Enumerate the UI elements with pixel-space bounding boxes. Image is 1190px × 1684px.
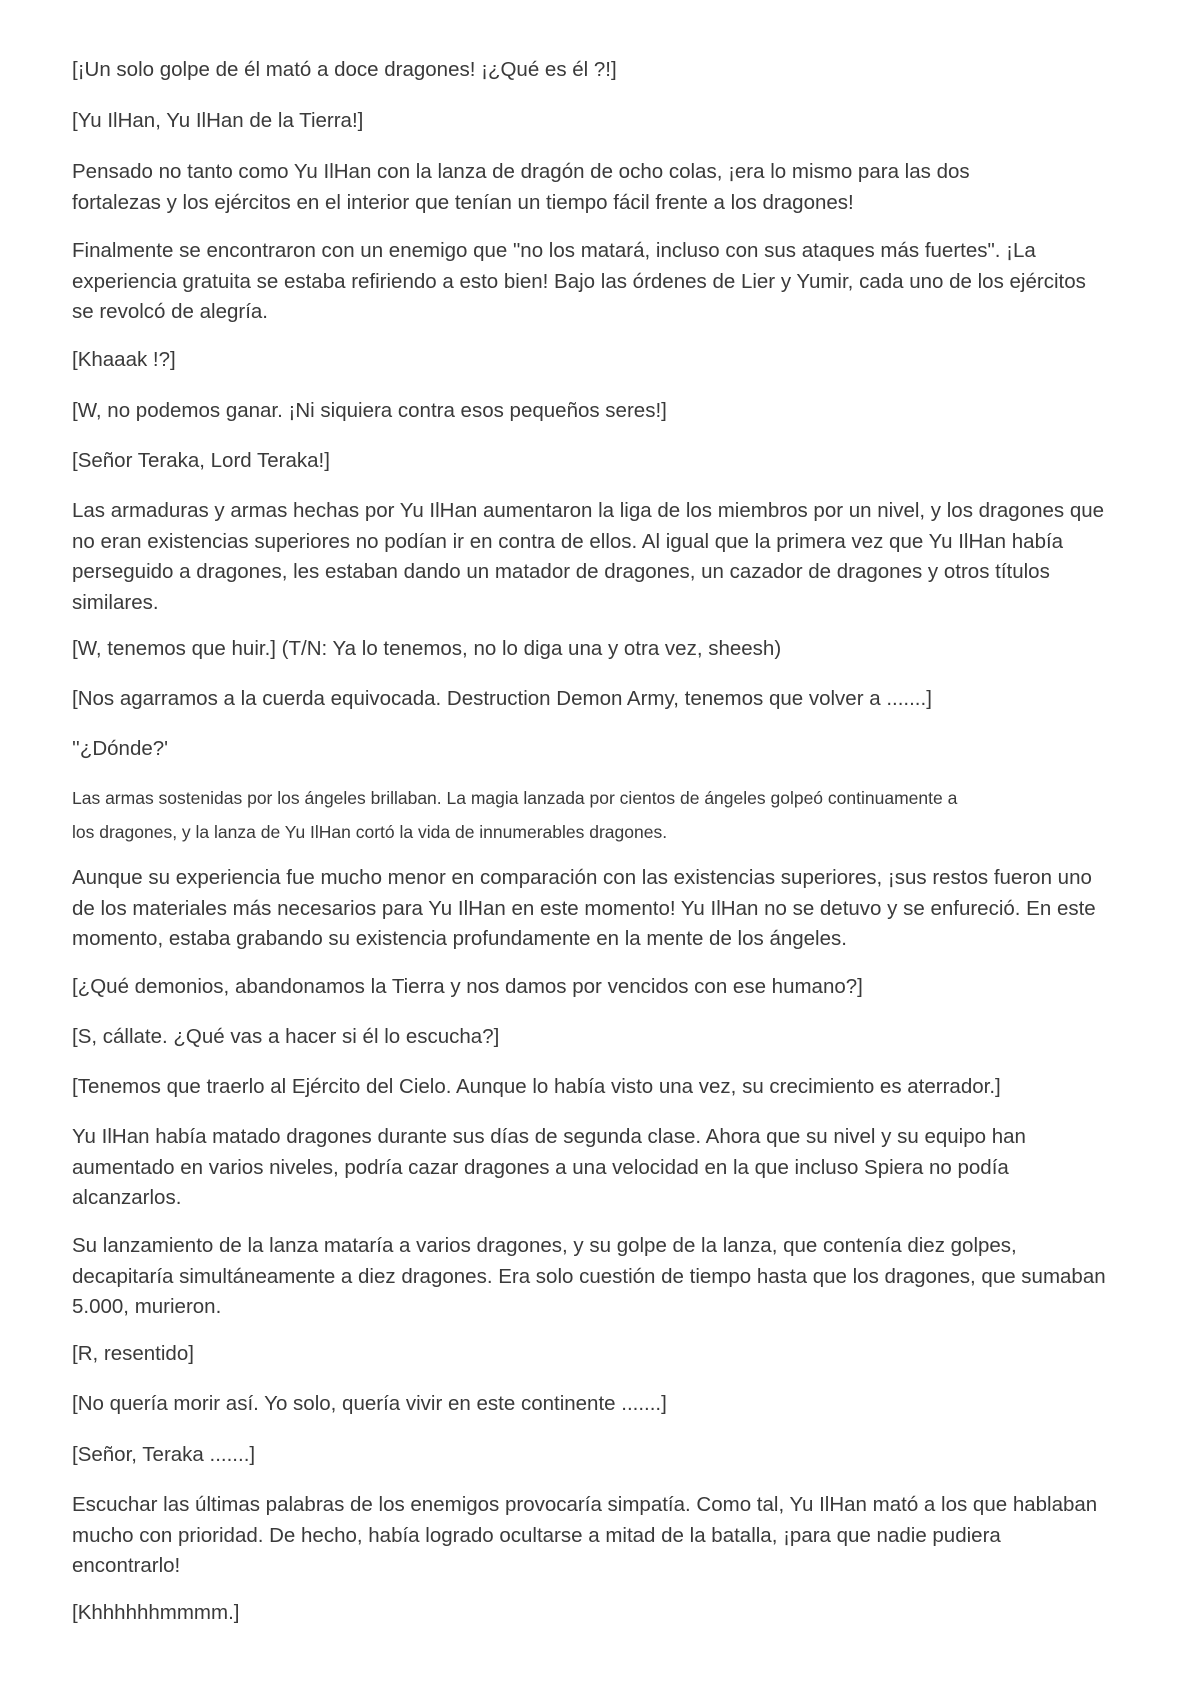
paragraph-23: [Khhhhhhmmmm.] bbox=[72, 1601, 240, 1624]
paragraph-15: [S, cállate. ¿Qué vas a hacer si él lo escucha?] bbox=[72, 1025, 500, 1048]
paragraph-5: [Khaaak !?] bbox=[72, 348, 176, 371]
paragraph-3: Pensado no tanto como Yu IlHan con la lanza de dragón de ocho colas, ¡era lo mismo para las dos fortalezas y los ejércitos en el interior que tenían un tiempo fácil frente a los dragones! bbox=[72, 160, 970, 214]
paragraph-9: [W, tenemos que huir.] (T/N: Ya lo tenemos, no lo diga una y otra vez, sheesh) bbox=[72, 637, 782, 660]
paragraph-11: ''¿Dónde?' bbox=[72, 737, 169, 760]
paragraph-7: [Señor Teraka, Lord Teraka!] bbox=[72, 449, 330, 472]
paragraph-18: Su lanzamiento de la lanza mataría a varios dragones, y su golpe de la lanza, que contenía diez golpes, decapitaría simultáneamente a diez dragones. Era solo cuestión de tiempo hasta que los dragones, que sumaban 5.000, murieron. bbox=[72, 1234, 1106, 1318]
paragraph-17: Yu IlHan había matado dragones durante sus días de segunda clase. Ahora que su nivel y su equipo han aumentado en varios niveles, podría cazar dragones a una velocidad en la que incluso Spiera no podía alcanzarlos. bbox=[72, 1125, 1026, 1209]
paragraph-10: [Nos agarramos a la cuerda equivocada. Destruction Demon Army, tenemos que volver a .......] bbox=[72, 687, 932, 710]
paragraph-22: Escuchar las últimas palabras de los enemigos provocaría simpatía. Como tal, Yu IlHan mató a los que hablaban mucho con prioridad. De hecho, había logrado ocultarse a mitad de la batalla, ¡para que nadie pudiera encontrarlo! bbox=[72, 1493, 1098, 1577]
paragraph-20: [No quería morir así. Yo solo, quería vivir en este continente .......] bbox=[72, 1392, 667, 1415]
paragraph-21: [Señor, Teraka .......] bbox=[72, 1443, 256, 1466]
paragraph-6: [W, no podemos ganar. ¡Ni siquiera contra esos pequeños seres!] bbox=[72, 399, 667, 422]
paragraph-14: [¿Qué demonios, abandonamos la Tierra y nos damos por vencidos con ese humano?] bbox=[72, 975, 863, 998]
paragraph-1: [¡Un solo golpe de él mató a doce dragones! ¡¿Qué es él ?!] bbox=[72, 58, 617, 81]
paragraph-2: [Yu IlHan, Yu IlHan de la Tierra!] bbox=[72, 109, 364, 132]
paragraph-16: [Tenemos que traerlo al Ejército del Cielo. Aunque lo había visto una vez, su crecimiento es aterrador.] bbox=[72, 1075, 1001, 1098]
paragraph-12: Las armas sostenidas por los ángeles brillaban. La magia lanzada por cientos de ángeles golpeó continuamente a los dragones, y la lanza de Yu IlHan cortó la vida de innumerables dragones. bbox=[72, 788, 958, 842]
paragraph-8: Las armaduras y armas hechas por Yu IlHan aumentaron la liga de los miembros por un nivel, y los dragones que no eran existencias superiores no podían ir en contra de ellos. Al igual que la primera vez que Yu IlHan había perseguido a dragones, les estaban dando un matador de dragones, un cazador de dragones y otros títulos similares. bbox=[72, 499, 1105, 614]
paragraph-4: Finalmente se encontraron con un enemigo que "no los matará, incluso con sus ataques más fuertes". ¡La experiencia gratuita se estaba refiriendo a esto bien! Bajo las órdenes de Lier y Yumir, cada uno de los ejércitos se revolcó de alegría. bbox=[72, 239, 1086, 323]
paragraph-19: [R, resentido] bbox=[72, 1342, 194, 1365]
paragraph-13: Aunque su experiencia fue mucho menor en comparación con las existencias superiores, ¡sus restos fueron uno de los materiales más necesarios para Yu IlHan en este momento! Yu IlHan no se detuvo y se enfureció. En este momento, estaba grabando su existencia profundamente en la mente de los ángeles. bbox=[72, 866, 1096, 950]
